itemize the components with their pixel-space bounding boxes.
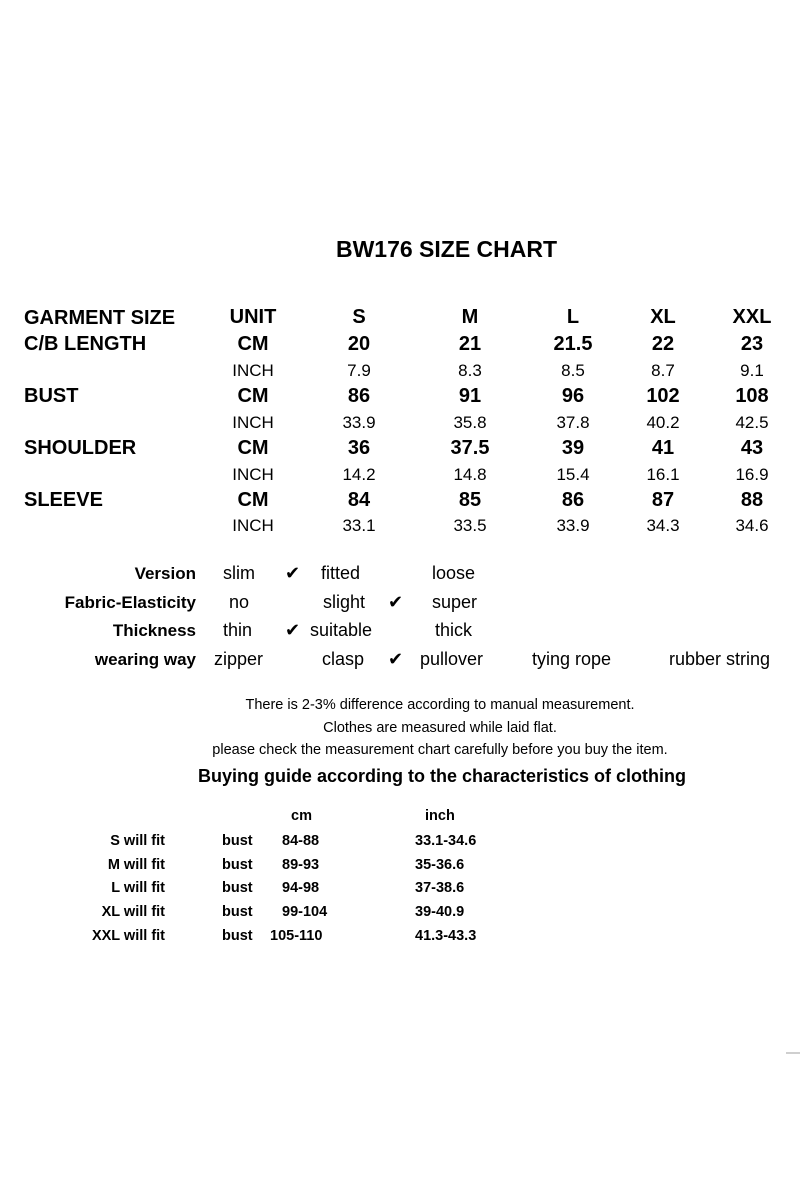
option-slim: slim	[223, 563, 255, 583]
table-cell: 96	[561, 385, 585, 407]
guide-cm: 94-98	[282, 880, 320, 896]
table-cell: 22	[651, 333, 675, 355]
table-cell: 37.8	[556, 413, 590, 432]
option-fitted: fitted	[321, 563, 361, 583]
row-label-cb-length: C/B LENGTH	[24, 333, 147, 355]
attr-label-fabric-elasticity: Fabric-Elasticity	[64, 593, 196, 612]
header-garment-size: GARMENT SIZE	[24, 307, 176, 329]
buying-guide-title: Buying guide according to the characteristics of clothing	[197, 766, 687, 786]
table-cell: 41	[651, 437, 675, 459]
table-cell: 20	[347, 333, 371, 355]
table-cell: 8.7	[651, 361, 675, 380]
guide-size-label: L will fit	[111, 880, 165, 896]
table-cell: 88	[740, 489, 764, 511]
unit-inch: INCH	[232, 413, 274, 432]
guide-inch: 39-40.9	[415, 904, 465, 920]
guide-col-inch: inch	[425, 808, 455, 824]
table-cell: 91	[458, 385, 482, 407]
guide-inch: 35-36.6	[415, 857, 465, 873]
table-cell: 84	[347, 489, 371, 511]
table-cell: 33.5	[453, 516, 487, 535]
attr-label-wearing-way: wearing way	[94, 650, 196, 669]
header-size-xxl: XXL	[732, 306, 772, 328]
table-cell: 7.9	[347, 361, 371, 380]
table-cell: 33.1	[342, 516, 376, 535]
header-size-s: S	[352, 306, 366, 328]
table-cell: 21	[458, 333, 482, 355]
option-zipper: zipper	[214, 649, 264, 669]
table-cell: 34.3	[646, 516, 680, 535]
guide-part: bust	[222, 904, 253, 920]
guide-col-cm: cm	[291, 808, 312, 824]
table-cell: 39	[561, 437, 585, 459]
row-label-bust: BUST	[24, 385, 79, 407]
table-cell: 16.9	[735, 465, 769, 484]
option-thin: thin	[223, 620, 253, 640]
guide-cm: 99-104	[282, 904, 328, 920]
unit-cm: CM	[237, 489, 269, 511]
unit-inch: INCH	[232, 361, 274, 380]
option-suitable: suitable	[310, 620, 373, 640]
table-cell: 14.2	[342, 465, 376, 484]
note-line: please check the measurement chart carefully before you buy the item.	[212, 742, 668, 758]
unit-inch: INCH	[232, 516, 274, 535]
unit-cm: CM	[237, 437, 269, 459]
row-label-shoulder: SHOULDER	[24, 437, 137, 459]
table-cell: 36	[347, 437, 371, 459]
table-cell: 87	[651, 489, 675, 511]
table-cell: 108	[735, 385, 769, 407]
guide-cm: 89-93	[282, 857, 320, 873]
guide-part: bust	[222, 928, 253, 944]
table-cell: 8.5	[561, 361, 585, 380]
header-size-l: L	[566, 306, 580, 328]
guide-inch: 41.3-43.3	[415, 928, 477, 944]
table-cell: 42.5	[735, 413, 769, 432]
note-line: Clothes are measured while laid flat.	[323, 720, 557, 736]
table-cell: 23	[740, 333, 764, 355]
attr-label-thickness: Thickness	[112, 621, 196, 640]
option-loose: loose	[432, 563, 476, 583]
guide-size-label: M will fit	[107, 857, 165, 873]
guide-size-label: S will fit	[110, 833, 165, 849]
table-cell: 8.3	[458, 361, 482, 380]
table-cell: 40.2	[646, 413, 680, 432]
table-cell: 16.1	[646, 465, 680, 484]
table-cell: 15.4	[556, 465, 590, 484]
header-size-m: M	[461, 306, 479, 328]
option-thick: thick	[435, 620, 473, 640]
table-cell: 9.1	[740, 361, 764, 380]
attr-label-version: Version	[134, 564, 196, 583]
guide-part: bust	[222, 833, 253, 849]
header-unit: UNIT	[229, 306, 277, 328]
table-cell: 102	[646, 385, 680, 407]
option-rubber-string: rubber string	[669, 649, 771, 669]
table-cell: 85	[458, 489, 482, 511]
option-clasp: clasp	[322, 649, 365, 669]
guide-part: bust	[222, 880, 253, 896]
guide-size-label: XXL will fit	[91, 928, 165, 944]
table-cell: 14.8	[453, 465, 487, 484]
table-cell: 33.9	[342, 413, 376, 432]
option-tying-rope: tying rope	[532, 649, 612, 669]
check-icon: ✔	[285, 620, 301, 640]
option-pullover: pullover	[420, 649, 484, 669]
guide-inch: 37-38.6	[415, 880, 465, 896]
table-cell: 86	[561, 489, 585, 511]
note-line: There is 2-3% difference according to manual measurement.	[245, 697, 635, 713]
table-cell: 43	[740, 437, 764, 459]
row-label-sleeve: SLEEVE	[24, 489, 103, 511]
guide-size-label: XL will fit	[101, 904, 165, 920]
table-cell: 35.8	[453, 413, 487, 432]
header-size-xl: XL	[650, 306, 676, 328]
unit-inch: INCH	[232, 465, 274, 484]
check-icon: ✔	[285, 563, 301, 583]
option-slight: slight	[323, 592, 366, 612]
guide-inch: 33.1-34.6	[415, 833, 477, 849]
chart-title: BW176 SIZE CHART	[335, 236, 558, 262]
table-cell: 86	[347, 385, 371, 407]
table-cell: 33.9	[556, 516, 590, 535]
check-icon: ✔	[388, 592, 404, 612]
table-cell: 37.5	[450, 437, 490, 459]
guide-part: bust	[222, 857, 253, 873]
check-icon: ✔	[388, 649, 404, 669]
option-super: super	[432, 592, 478, 612]
table-cell: 34.6	[735, 516, 769, 535]
table-cell: 21.5	[553, 333, 593, 355]
guide-cm: 105-110	[270, 928, 323, 944]
guide-cm: 84-88	[282, 833, 320, 849]
unit-cm: CM	[237, 333, 269, 355]
option-no: no	[229, 592, 250, 612]
unit-cm: CM	[237, 385, 269, 407]
edge-mark	[786, 1052, 800, 1054]
